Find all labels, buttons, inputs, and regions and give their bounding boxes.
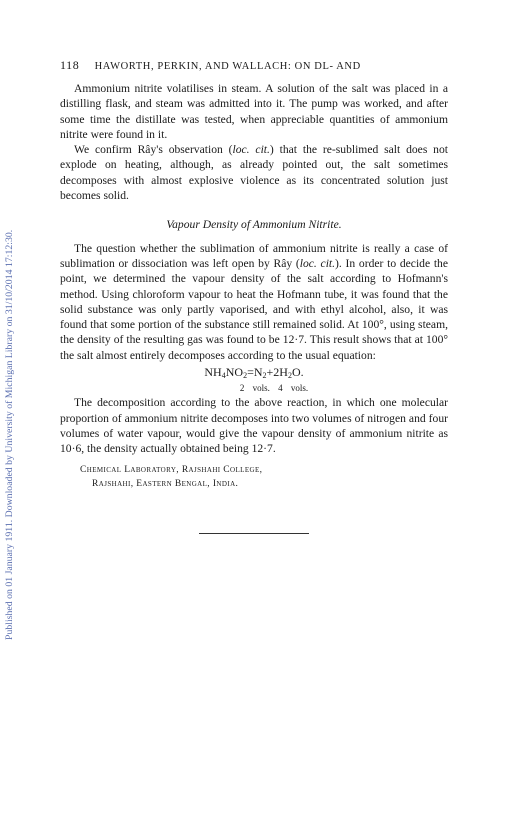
eq-part: =N [247,365,263,380]
download-watermark-text: Published on 01 January 1911. Downloaded by University of Michigan Library on 31/10/2014 17:12:30. [4,229,15,640]
eq-subscript: 4 [221,371,226,381]
address-line-2: Rajshahi, Eastern Bengal, India. [92,478,239,489]
text-span: ). In order to decide the point, we determined the vapour density of the salt according to Hofmann's method. Using chloroform vapour to heat the Hofmann tube, it was found that the solid substance was only partly vaporised, and with ethyl alcohol, also, it was found that some portion of the substance still remained solid. At 100°, using steam, the density of the resulting gas was found to be 12·7. This result shows that at 100° the salt almost entirely decomposes according to the usual equation: [60,256,448,362]
running-header [60,58,448,73]
end-rule [199,533,309,534]
text-span: The question whether the sublimation of ammonium nitrite is really a case of sublimation or dissociation was left open by Rây ( [60,241,448,270]
page-content [60,58,448,534]
citation: loc. cit. [299,256,336,270]
address-line-1: Chemical Laboratory, Rajshahi College, [80,464,263,475]
paragraph-decomposition: The decomposition according to the above reaction, in which one molecular proportion of ammonium nitrite decomposes into two volumes of nitrogen and four volumes of water vapour, would give the vapour density of ammonium nitrite as 10·6, the density actually obtained being 12·7. [60,396,448,456]
page-number: 118 [60,58,80,72]
eq-subscript: 2 [287,371,292,381]
text-span: ) that the re-sublimed salt does not explode on heating, although, as already pointed out, the salt sometimes decomposes with almost explosive violence as its concentrated solution just becomes solid. [60,143,449,203]
eq-part: +2H [266,365,288,380]
chemical-equation [60,365,448,383]
eq-part: O. [291,365,304,380]
paragraph-ray-observation [60,142,448,203]
paragraph-steam-volatility: Ammonium nitrite volatilises in steam. A solution of the salt was placed in a distilling flask, and steam was admitted into it. The pump was worked, and after some time the distillate was tested, when appreciable quantities of ammonium nitrite were found in it. [60,82,448,141]
eq-subscript: 2 [262,371,267,381]
eq-part: NH [204,365,222,380]
laboratory-address [60,463,448,491]
equation-volumes-note: 2 vols. 4 vols. [239,383,309,394]
text-span: We confirm Rây's observation ( [74,143,233,157]
eq-part: NO [225,365,244,380]
running-title: HAWORTH, PERKIN, AND WALLACH: ON DL- AND [94,61,361,72]
eq-subscript: 2 [243,371,248,381]
citation: loc. cit. [232,143,270,157]
section-title: Vapour Density of Ammonium Nitrite. [166,218,342,232]
download-watermark [3,80,17,640]
paragraph-vapour-density [60,241,448,363]
